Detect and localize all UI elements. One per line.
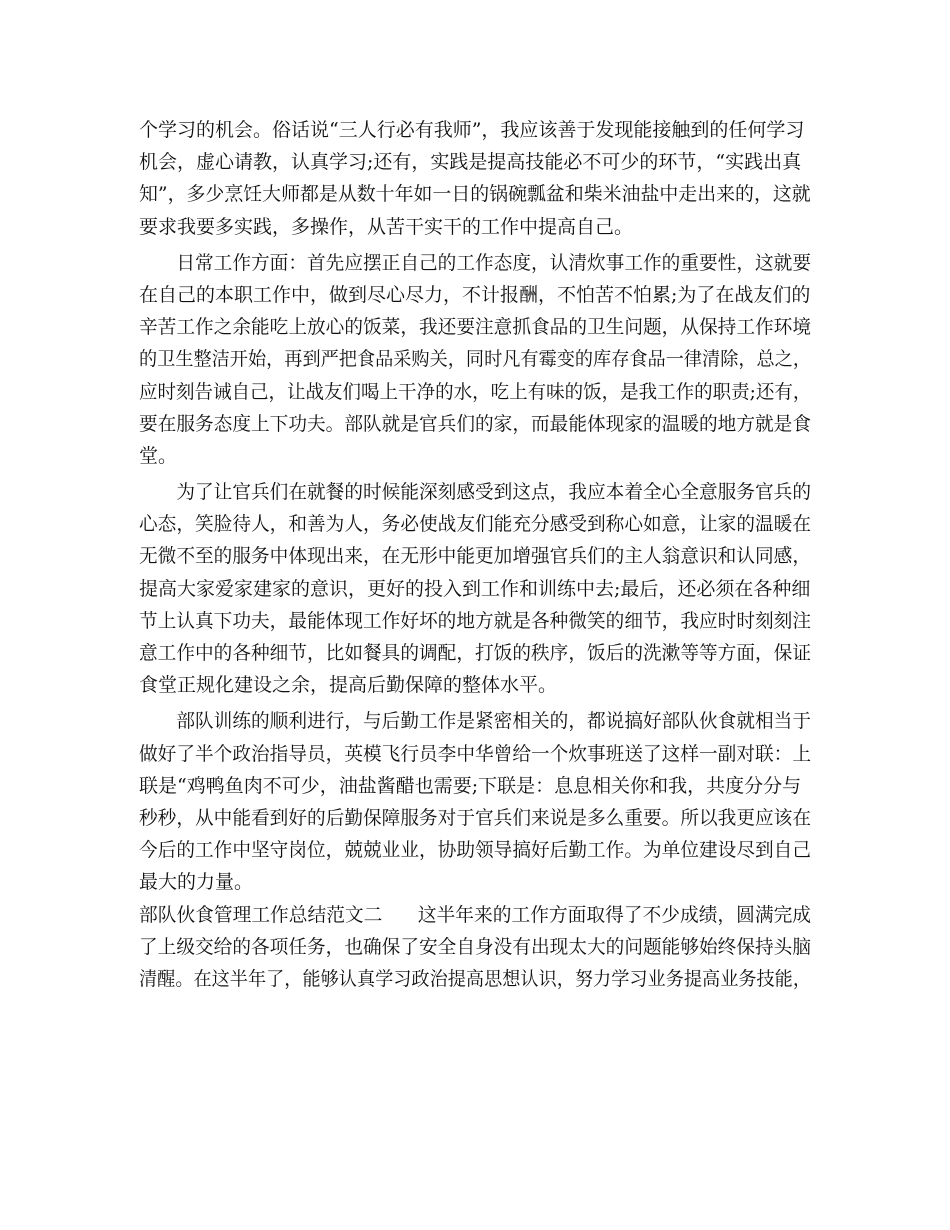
section-first-line: 这半年来的工作方面取得了不少成绩，圆满完成 — [417, 903, 811, 926]
paragraph-2 — [139, 247, 811, 472]
text-line: 提高大家爱家建家的意识，更好的投入到工作和训练中去;最后，还必须在各种细 — [139, 577, 811, 600]
text-line: 最大的力量。 — [139, 871, 254, 894]
text-line: 个学习的机会。俗话说“三人行必有我师”，我应该善于发现能接触到的任何学习 — [139, 119, 805, 141]
text-line: 节上认真下功夫，最能体现工作好坏的地方就是各种微笑的细节，我应时时刻刻注 — [139, 609, 811, 632]
text-line: 在自己的本职工作中，做到尽心尽力，不计报酬，不怕苦不怕累;为了在战友们的 — [139, 283, 811, 306]
text-line: 意工作中的各种细节，比如餐具的调配，打饭的秩序，饭后的洗漱等等方面，保证 — [139, 642, 811, 664]
paragraph-4 — [139, 705, 811, 898]
text-line: 知”，多少烹饪大师都是从数十年如一日的锅碗瓢盆和柴米油盐中走出来的，这就 — [139, 183, 811, 206]
text-line: 要求我要多实践，多操作，从苦干实干的工作中提高自己。 — [139, 215, 634, 238]
paragraph-3 — [139, 476, 811, 701]
text-line: 的卫生整洁开始，再到严把食品采购关，同时凡有霉变的库存食品一律清除，总之， — [139, 348, 811, 371]
text-line: 食堂正规化建设之余，提高后勤保障的整体水平。 — [139, 674, 558, 697]
section-two — [139, 899, 811, 996]
text-line: 秒秒，从中能看到好的后勤保障服务对于官兵们来说是多么重要。所以我更应该在 — [139, 806, 811, 829]
paragraph-1 — [139, 114, 811, 243]
document-body — [139, 114, 811, 995]
section-title: 部队伙食管理工作总结范文二 — [139, 903, 383, 926]
text-line: 今后的工作中坚守岗位，兢兢业业，协助领导搞好后勤工作。为单位建设尽到自己 — [139, 839, 811, 862]
text-line: 无微不至的服务中体现出来，在无形中能更加增强官兵们的主人翁意识和认同感， — [139, 545, 811, 568]
text-line: 心态，笑脸待人，和善为人，务必使战友们能充分感受到称心如意，让家的温暖在 — [139, 513, 811, 536]
text-line: 清醒。在这半年了，能够认真学习政治提高思想认识，努力学习业务提高业务技能， — [139, 967, 811, 990]
text-line: 部队训练的顺利进行，与后勤工作是紧密相关的，都说搞好部队伙食就相当于 — [139, 710, 811, 733]
text-line: 机会，虚心请教，认真学习;还有，实践是提高技能必不可少的环节，“实践出真 — [139, 151, 802, 174]
text-line: 联是“鸡鸭鱼肉不可少，油盐酱醋也需要;下联是：息息相关你和我，共度分分与 — [139, 774, 802, 797]
text-line: 要在服务态度上下功夫。部队就是官兵们的家，而最能体现家的温暖的地方就是食 — [139, 412, 811, 435]
text-line: 做好了半个政治指导员，英模飞行员李中华曾给一个炊事班送了这样一副对联：上 — [139, 742, 811, 765]
text-line: 辛苦工作之余能吃上放心的饭菜，我还要注意抓食品的卫生问题，从保持工作环境 — [139, 316, 811, 339]
text-line: 日常工作方面：首先应摆正自己的工作态度，认清炊事工作的重要性，这就要 — [139, 251, 811, 274]
section-heading-line — [139, 899, 811, 931]
text-line: 应时刻告诫自己，让战友们喝上干净的水，吃上有味的饭，是我工作的职责;还有， — [139, 380, 811, 403]
text-line: 为了让官兵们在就餐的时候能深刻感受到这点，我应本着全心全意服务官兵的 — [139, 481, 811, 504]
text-line: 堂。 — [139, 444, 178, 467]
text-line: 了上级交给的各项任务，也确保了安全自身没有出现太大的问题能够始终保持头脑 — [139, 935, 811, 958]
